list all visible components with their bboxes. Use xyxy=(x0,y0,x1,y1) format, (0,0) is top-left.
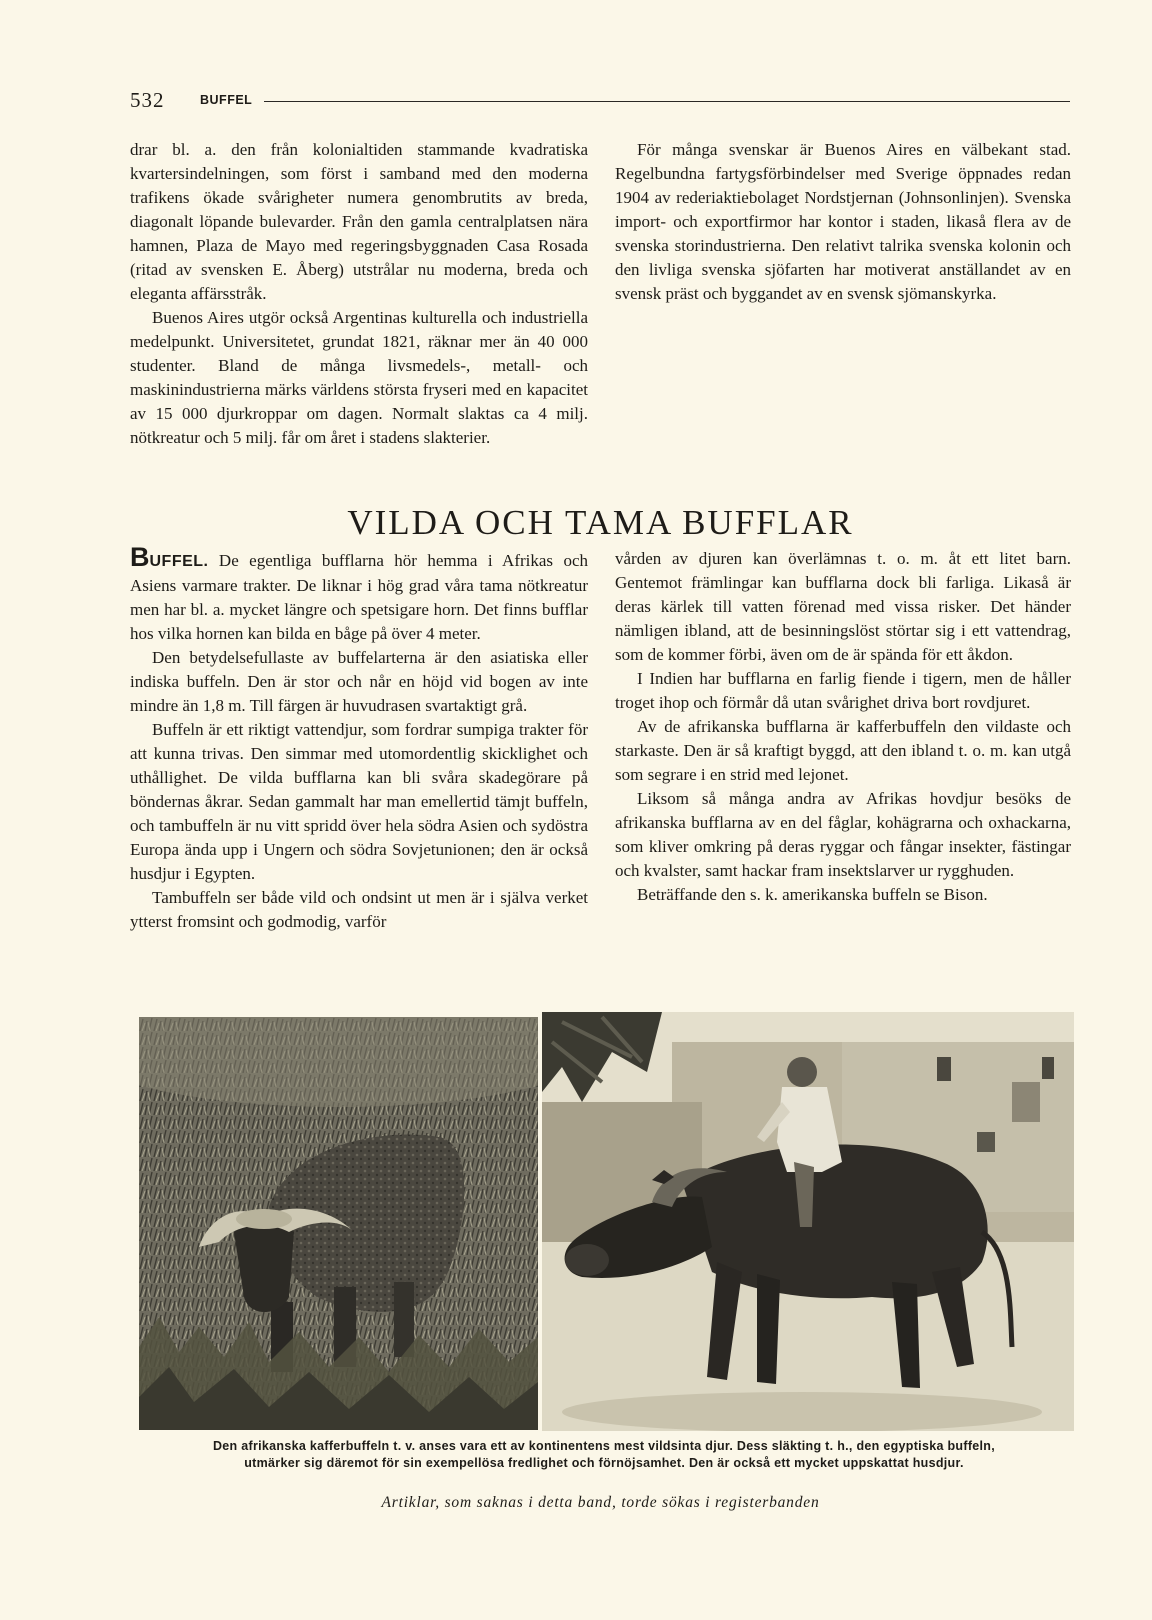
paragraph: Buenos Aires utgör också Argentinas kulturella och industriella medelpunkt. Universitetet, grundat 1821, räknar mer än 40 000 studenter. Bland de många livsmedels-, metall- och maskinindustrierna märks världens största fryseri med en kapacitet av 15 000 djurkroppar om dagen. Normalt slaktas ca 4 milj. nötkreatur och 5 milj. får om året i stadens slakterier. xyxy=(130,308,588,447)
article-title: VILDA OCH TAMA BUFFLAR xyxy=(347,503,854,543)
photo-caption xyxy=(138,1438,1070,1472)
photo-cape-buffalo xyxy=(139,1017,538,1430)
running-header xyxy=(130,88,1070,114)
paragraph: Tambuffeln ser både vild och ondsint ut men är i själva verket ytterst fromsint och godmodig, varför xyxy=(130,888,588,931)
paragraph: drar bl. a. den från kolonialtiden stammande kvadratiska kvartersindelningen, som först i samband med den moderna trafikens ökade svårigheter numera genombrutits av breda, diagonalt löpande bulevarder. Från den gamla centralplatsen nära hamnen, Plaza de Mayo med regeringsbyggnaden Casa Rosada (ritad av svensken E. Åberg) utstrålar nu moderna, breda och eleganta affärsstråk. xyxy=(130,140,588,303)
paragraph: Liksom så många andra av Afrikas hovdjur besöks de afrikanska bufflarna av en del fåglar, kohägrarna och oxhackarna, som kliver omkring på deras ryggar och fångar insekter, fästingar och kvalster, samt hackar fram insektslarver ur rygghuden. xyxy=(615,789,1071,880)
page-number: 532 xyxy=(130,88,165,112)
running-title: BUFFEL xyxy=(200,93,253,107)
footer-note: Artiklar, som saknas i detta band, torde sökas i registerbanden xyxy=(381,1494,820,1511)
egyptian-buffalo-illustration xyxy=(542,1012,1074,1431)
cape-buffalo-illustration xyxy=(139,1017,538,1430)
lead-text: De egentliga bufflarna hör hemma i Afrikas och Asiens varmare trakter. De liknar i hög grad våra tama nötkreatur men har bl. a. mycket längre och spetsigare horn. Det finns bufflar hos vilka hornen kan bilda en båge på över 4 meter. xyxy=(130,551,588,643)
headword-initial: B xyxy=(130,542,150,572)
header-rule xyxy=(264,101,1070,102)
paragraph: Av de afrikanska bufflarna är kafferbuffeln den vildaste och starkaste. Den är så kraftigt byggd, att den ibland t. o. m. kan utgå som segrare i en strid med lejonet. xyxy=(615,717,1071,784)
article-column-1 xyxy=(130,542,588,934)
photo-egyptian-buffalo xyxy=(542,1012,1074,1431)
preceding-article-column-2 xyxy=(615,138,1071,306)
paragraph: Den betydelsefullaste av buffelarterna är den asiatiska eller indiska buffeln. Den är stor och når en höjd vid bogen av inte mindre än 1,8 m. Till färgen är huvudrasen svartaktigt grå. xyxy=(130,648,588,715)
paragraph: För många svenskar är Buenos Aires en välbekant stad. Regelbundna fartygsförbindelser med Sverige öppnades redan 1904 av rederiaktiebolaget Nordstjernan (Johnsonlinjen). Svenska import- och exportfirmor har kontor i staden, likaså flera av de svenska storindustrierna. Den relativt talrika svenska kolonin och den livliga svenska sjöfarten har motiverat anställandet av en svensk präst och byggandet av en svensk sjömanskyrka. xyxy=(615,140,1071,303)
article-column-2 xyxy=(615,547,1071,907)
paragraph: Beträffande den s. k. amerikanska buffeln se Bison. xyxy=(637,885,988,904)
preceding-article-column-1 xyxy=(130,138,588,450)
paragraph: Buffeln är ett riktigt vattendjur, som fordrar sumpiga trakter för att kunna trivas. Den simmar med utomordentlig skicklighet och uthållighet. De vilda bufflarna kan bli svåra skadegörare på böndernas åkrar. Sedan gammalt har man emellertid tämjt buffeln, och tambuffeln är nu vitt spridd över hela södra Asien och sydöstra Europa ända upp i Ungern och södra Sovjetunionen; den är också husdjur i Egypten. xyxy=(130,720,588,883)
headword-rest: UFFEL. xyxy=(149,553,209,570)
caption-line-1: Den afrikanska kafferbuffeln t. v. anses vara ett av kontinentens mest vildsinta djur. Dess släkting t. h., den egyptiska buffeln, xyxy=(212,1439,996,1453)
paragraph: vården av djuren kan överlämnas t. o. m. åt ett litet barn. Gentemot främlingar kan bufflarna dock bli farliga. Likaså är deras kärlek till vatten förenad med vissa risker. Det händer nämligen ibland, att de besinningslöst störtar sig i ett vattendrag, som de kommer förbi, även om de är spända för ett åkdon. xyxy=(615,549,1071,664)
paragraph: I Indien har bufflarna en farlig fiende i tigern, men de håller troget ihop och förmår då utan svårighet driva bort rovdjuret. xyxy=(615,669,1071,712)
lead-paragraph xyxy=(130,542,588,646)
caption-line-2: utmärker sig däremot för sin exempellösa fredlighet och förnöjsamhet. Den är också ett mycket uppskattat husdjur. xyxy=(244,1456,964,1470)
